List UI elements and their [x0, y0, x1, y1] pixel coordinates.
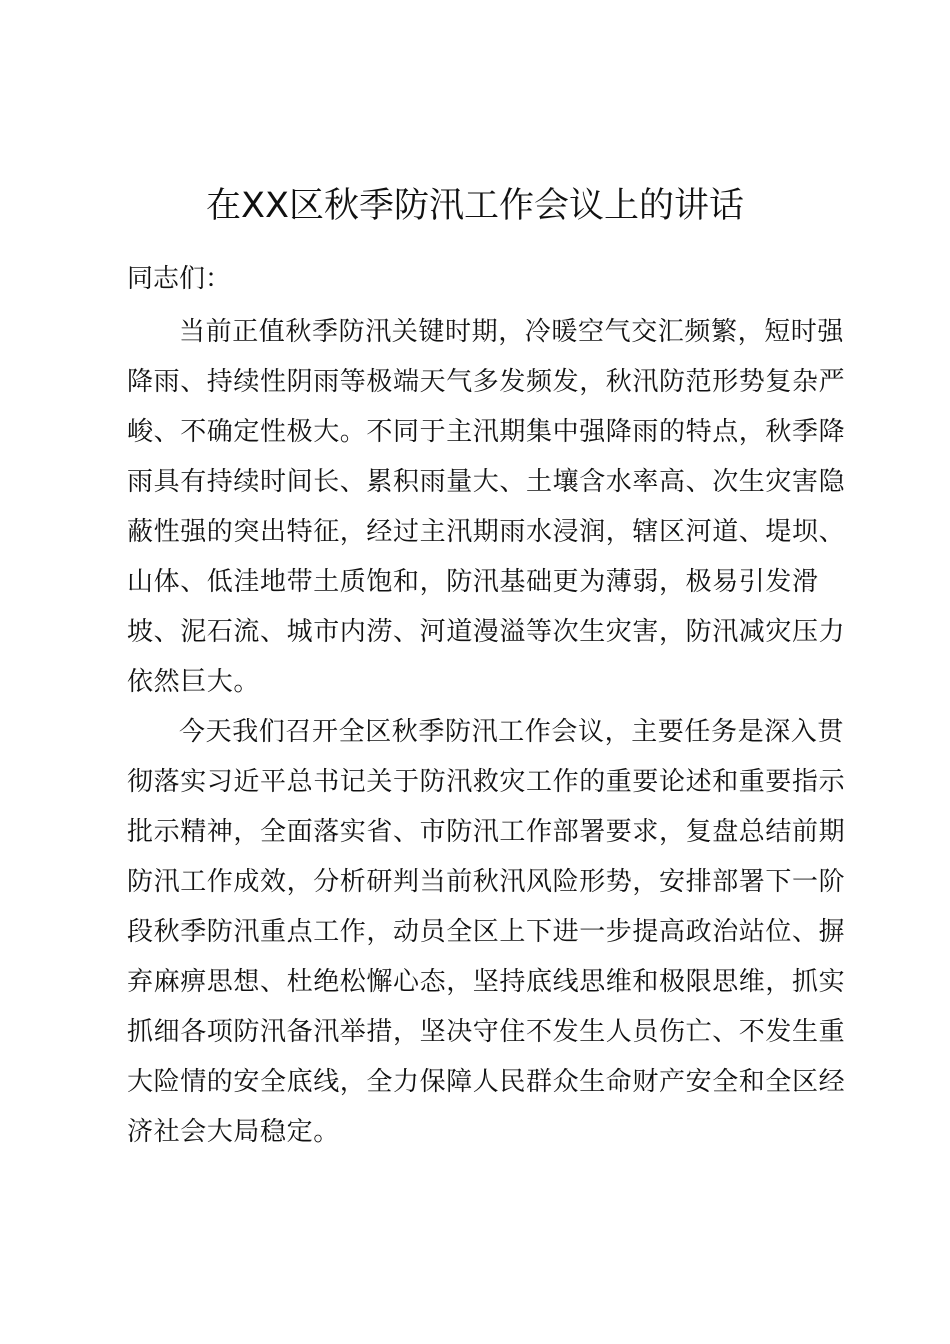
paragraph-1-line-4: 雨具有持续时间长、累积雨量大、土壤含水率高、次生灾害隐 [127, 467, 846, 497]
paragraph-1-line-2: 降雨、持续性阴雨等极端天气多发频发，秋汛防范形势复杂严 [127, 367, 846, 397]
paragraph-1-line-5: 蔽性强的突出特征，经过主汛期雨水浸润，辖区河道、堤坝、 [127, 517, 846, 547]
paragraph-2-line-4: 防汛工作成效，分析研判当前秋汛风险形势，安排部署下一阶 [127, 867, 846, 897]
speech-body [127, 307, 846, 1157]
salutation: 同志们： [127, 264, 232, 294]
paragraph-1-line-6: 山体、低洼地带土质饱和，防汛基础更为薄弱，极易引发滑 [127, 567, 819, 597]
paragraph-1-line-3: 峻、不确定性极大。不同于主汛期集中强降雨的特点，秋季降 [127, 417, 846, 447]
paragraph-1-line-1: 当前正值秋季防汛关键时期，冷暖空气交汇频繁，短时强 [179, 317, 845, 347]
paragraph-2-line-1: 今天我们召开全区秋季防汛工作会议，主要任务是深入贯 [179, 717, 845, 747]
paragraph-2-line-2: 彻落实习近平总书记关于防汛救灾工作的重要论述和重要指示 [127, 767, 846, 797]
paragraph-1-line-7: 坡、泥石流、城市内涝、河道漫溢等次生灾害，防汛减灾压力 [127, 617, 846, 647]
paragraph-2-line-8: 大险情的安全底线，全力保障人民群众生命财产安全和全区经 [127, 1067, 846, 1097]
paragraph-2-line-3: 批示精神，全面落实省、市防汛工作部署要求，复盘总结前期 [127, 817, 846, 847]
paragraph-2-line-9: 济社会大局稳定。 [127, 1117, 340, 1147]
document-title: 在XX区秋季防汛工作会议上的讲话 [206, 186, 744, 226]
paragraph-1-line-8: 依然巨大。 [127, 667, 261, 697]
paragraph-2-line-5: 段秋季防汛重点工作，动员全区上下进一步提高政治站位、摒 [127, 917, 846, 947]
paragraph-2-line-6: 弃麻痹思想、杜绝松懈心态，坚持底线思维和极限思维，抓实 [127, 967, 846, 997]
paragraph-2-line-7: 抓细各项防汛备汛举措，坚决守住不发生人员伤亡、不发生重 [127, 1017, 846, 1047]
